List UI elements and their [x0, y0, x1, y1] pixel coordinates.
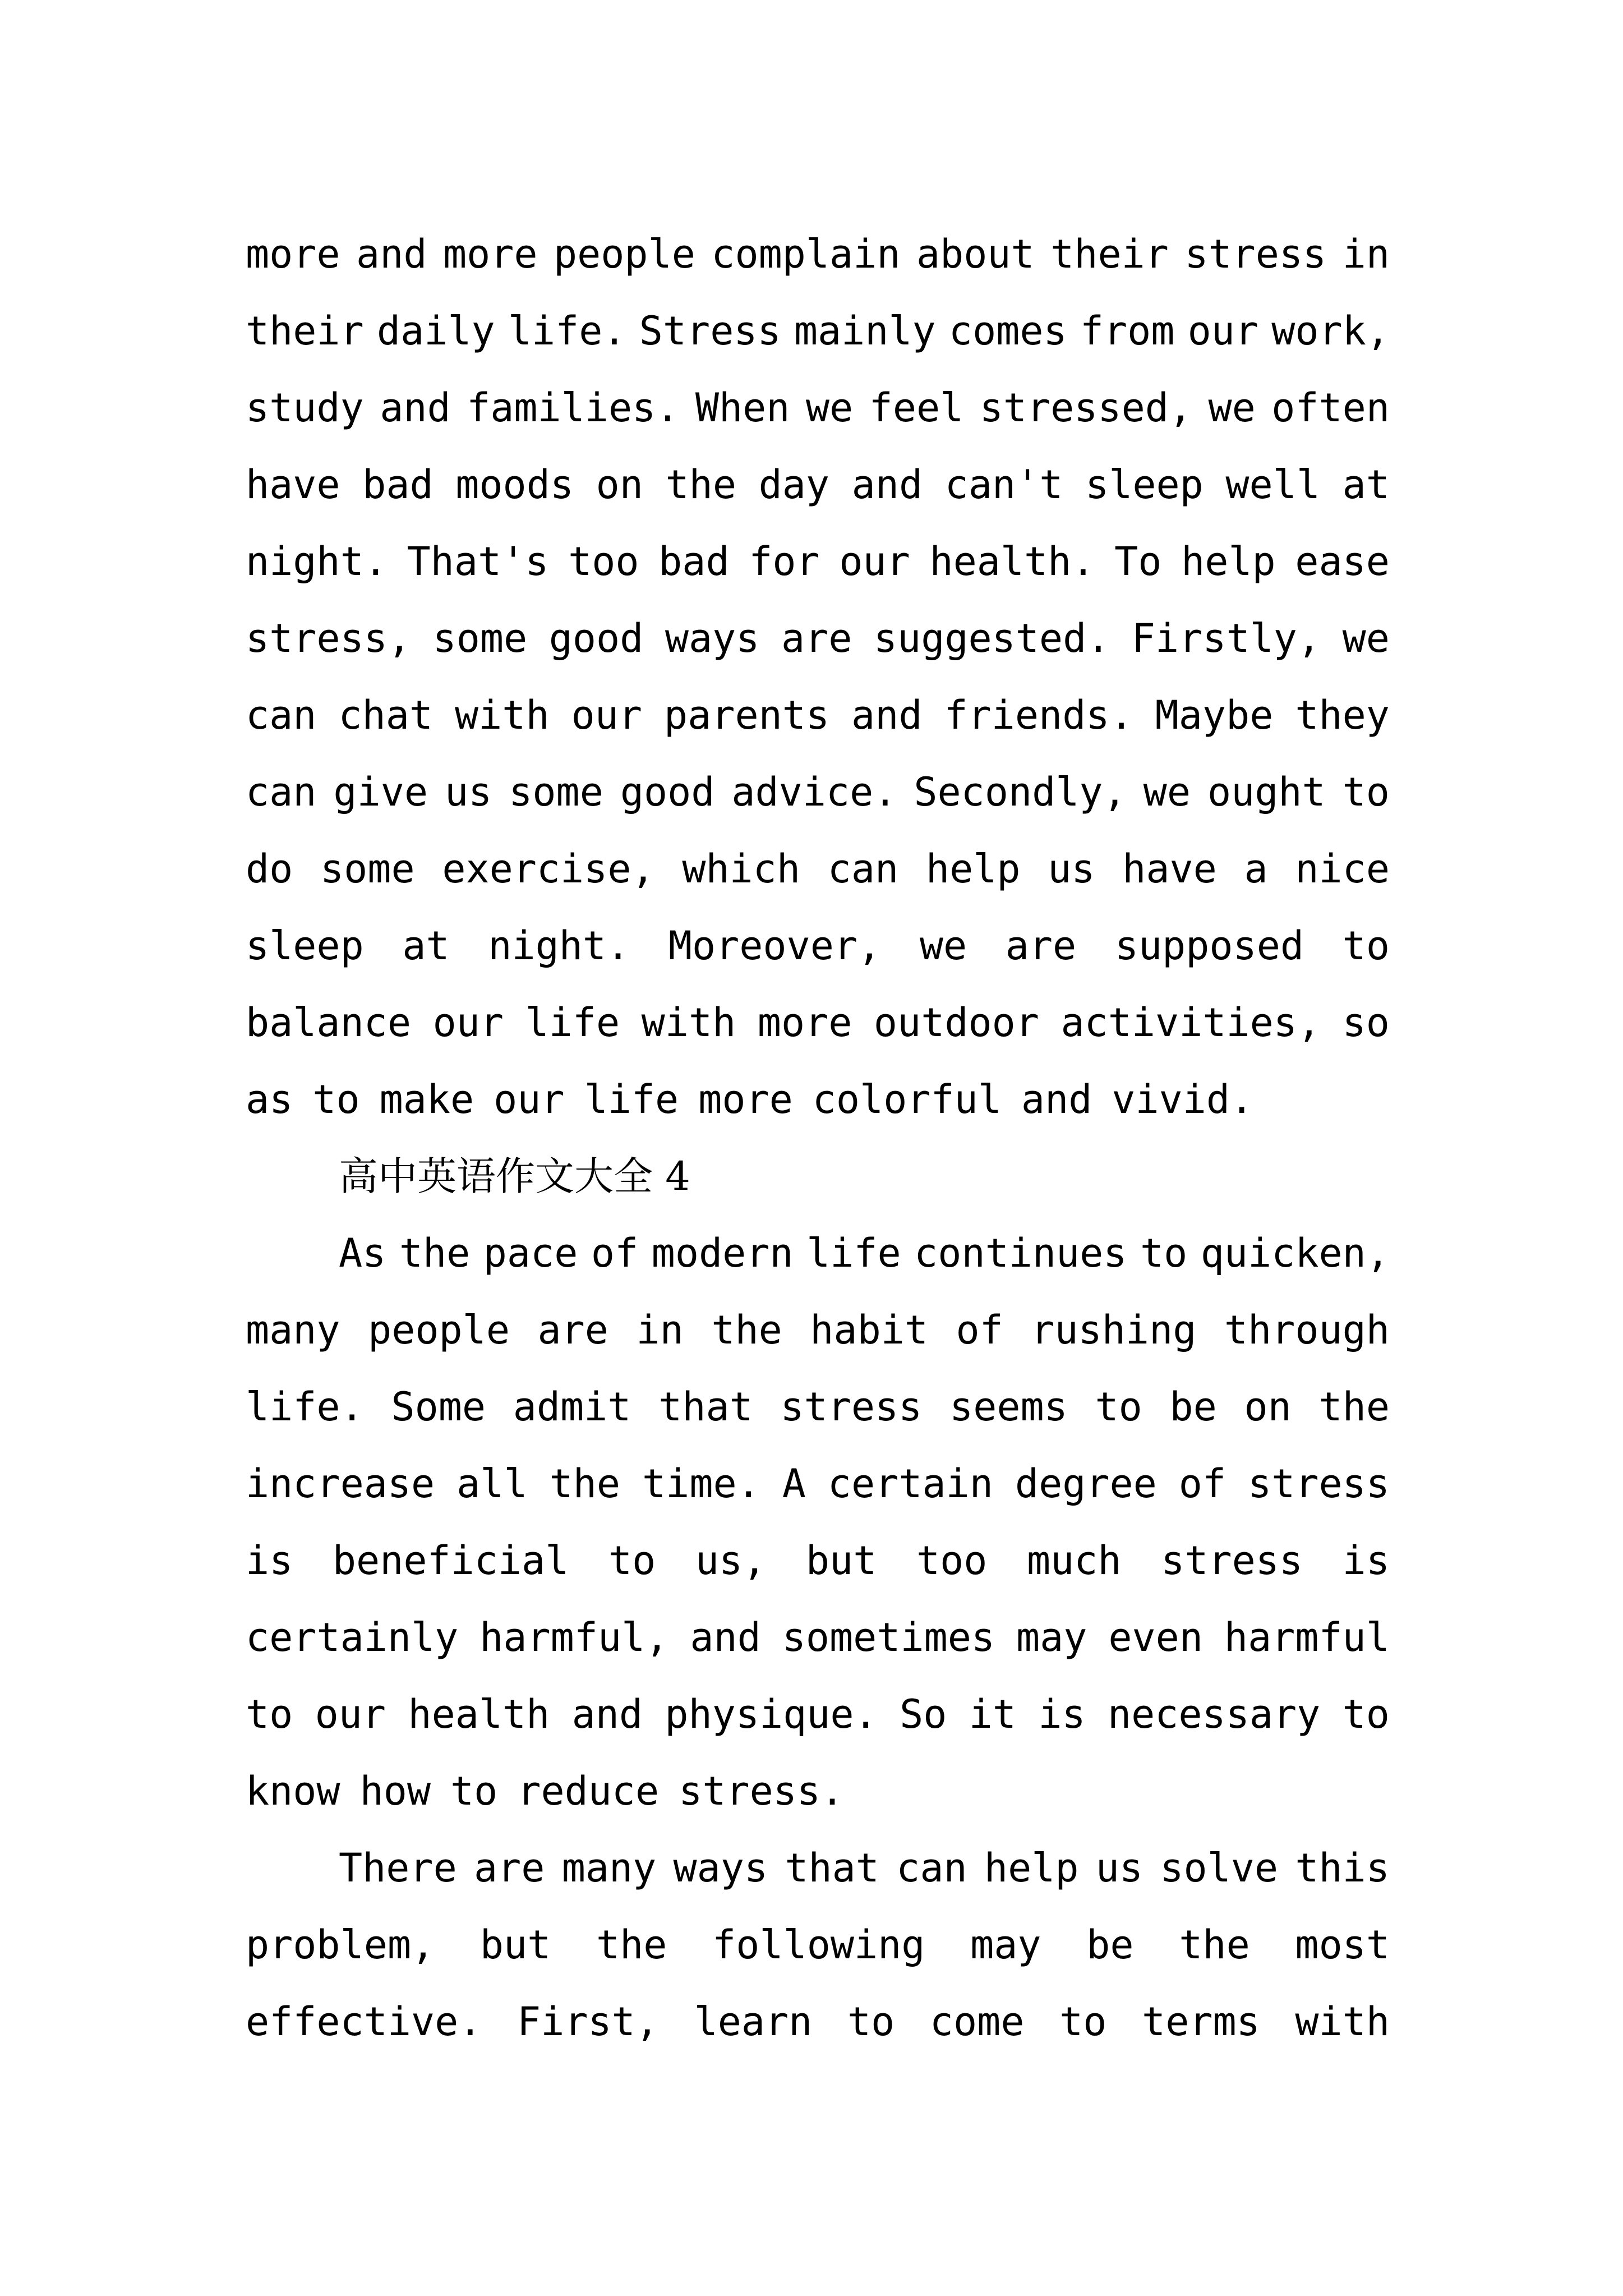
- text-line: effective. First, learn to come to terms with: [246, 1999, 1390, 2045]
- text-line: know how to reduce stress.: [246, 1768, 845, 1814]
- text-line: can chat with our parents and friends. Maybe they: [246, 692, 1390, 738]
- text-line: can give us some good advice. Secondly, we ought to: [246, 769, 1390, 815]
- text-line: many people are in the habit of rushing through: [246, 1307, 1390, 1353]
- section-heading: 高中英语作文大全 4: [339, 1153, 690, 1199]
- document-body: [246, 216, 1390, 2060]
- text-line: have bad moods on the day and can't sleep well at: [246, 462, 1390, 508]
- text-line: is beneficial to us, but too much stress is: [246, 1538, 1390, 1584]
- text-line: more and more people complain about their stress in: [246, 231, 1390, 277]
- text-line: certainly harmful, and sometimes may even harmful: [246, 1614, 1390, 1660]
- text-line: stress, some good ways are suggested. Firstly, we: [246, 615, 1390, 661]
- text-line: As the pace of modern life continues to quicken,: [339, 1230, 1390, 1276]
- text-line: balance our life with more outdoor activities, so: [246, 1000, 1390, 1046]
- text-line: problem, but the following may be the most: [246, 1922, 1390, 1968]
- text-line: to our health and physique. So it is necessary to: [246, 1691, 1390, 1737]
- text-line: study and families. When we feel stressed, we often: [246, 385, 1390, 431]
- text-line: sleep at night. Moreover, we are supposed to: [246, 923, 1390, 969]
- text-line: increase all the time. A certain degree of stress: [246, 1461, 1390, 1507]
- text-line: do some exercise, which can help us have a nice: [246, 846, 1390, 892]
- text-line: as to make our life more colorful and vivid.: [246, 1076, 1254, 1122]
- text-line: their daily life. Stress mainly comes from our work,: [246, 308, 1390, 354]
- text-line: night. That's too bad for our health. To help ease: [246, 539, 1390, 585]
- text-line: There are many ways that can help us solve this: [339, 1845, 1390, 1891]
- text-line: life. Some admit that stress seems to be on the: [246, 1384, 1390, 1430]
